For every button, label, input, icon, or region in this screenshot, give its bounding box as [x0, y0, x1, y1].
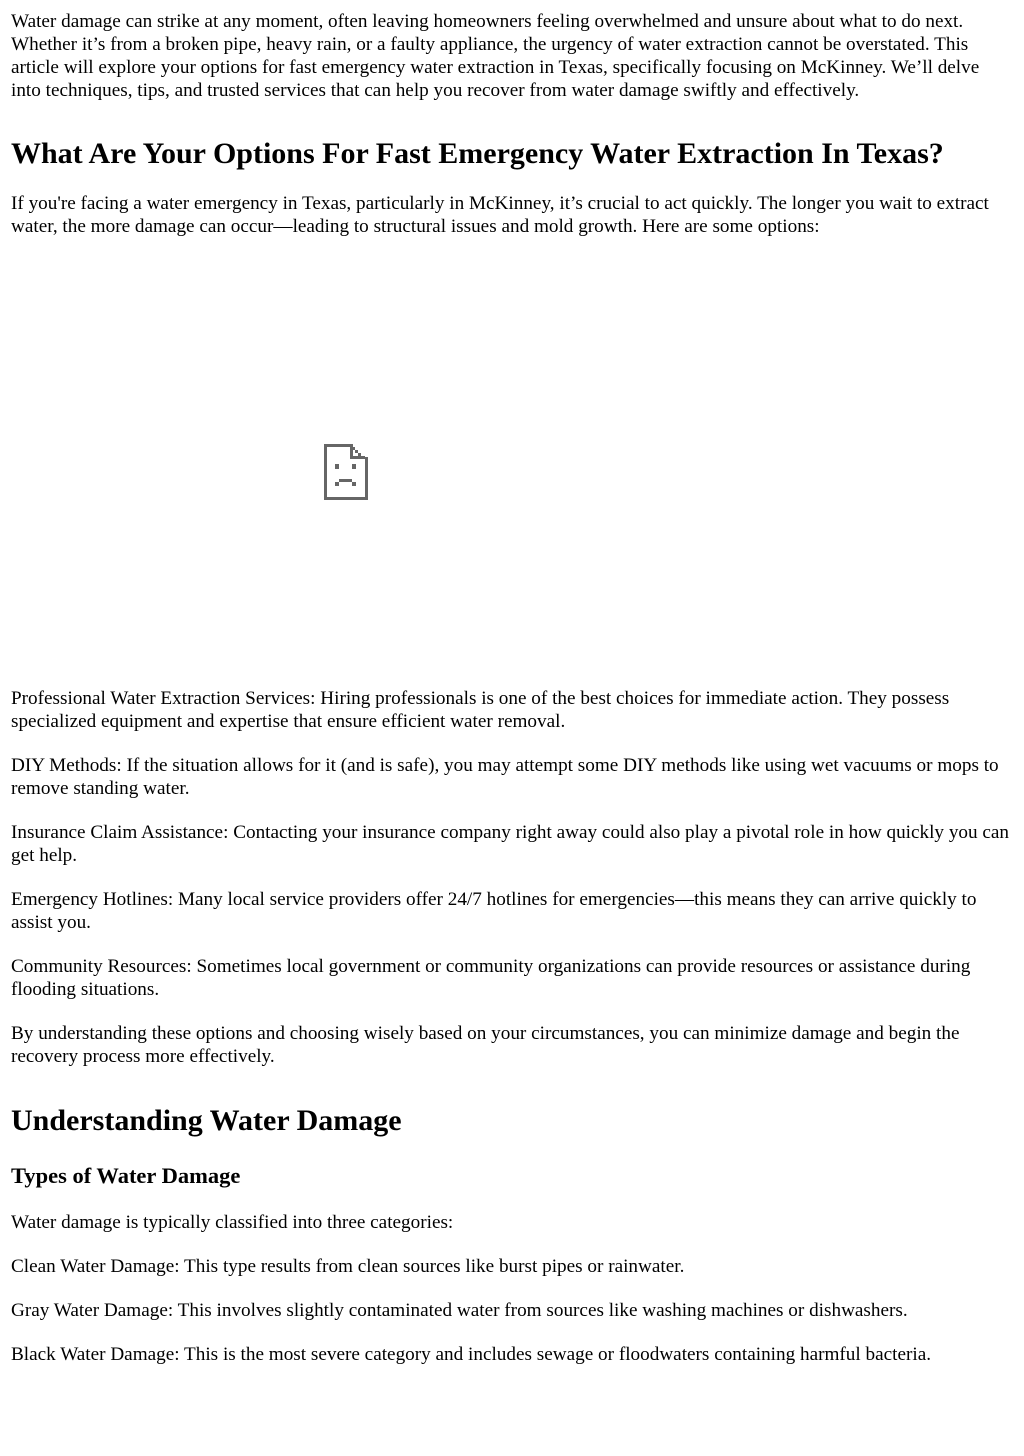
option-insurance-claim: Insurance Claim Assistance: Contacting your insurance company right away could also play a pivotal role in how quickly you can get help. — [11, 822, 1010, 866]
options-summary-paragraph: By understanding these options and choosing wisely based on your circumstances, you can minimize damage and begin the recovery process more effectively. — [11, 1023, 960, 1067]
type-clean-water: Clean Water Damage: This type results from clean sources like burst pipes or rainwater. — [11, 1256, 685, 1277]
understanding-heading: Understanding Water Damage — [11, 1104, 402, 1137]
broken-image-placeholder — [11, 249, 1013, 674]
type-black-water: Black Water Damage: This is the most severe category and includes sewage or floodwaters containing harmful bacteria. — [11, 1344, 932, 1365]
article-body — [0, 10, 1024, 1366]
types-heading: Types of Water Damage — [11, 1163, 241, 1188]
options-heading: What Are Your Options For Fast Emergency Water Extraction In Texas? — [11, 137, 944, 170]
option-community-resources: Community Resources: Sometimes local government or community organizations can provide resources or assistance during flooding situations. — [11, 956, 971, 1000]
types-intro-paragraph: Water damage is typically classified into three categories: — [11, 1212, 454, 1233]
option-emergency-hotlines: Emergency Hotlines: Many local service providers offer 24/7 hotlines for emergencies—this means they can arrive quickly to assist you. — [11, 889, 977, 933]
intro-paragraph: Water damage can strike at any moment, often leaving homeowners feeling overwhelmed and unsure about what to do next. Whether it’s from a broken pipe, heavy rain, or a faulty appliance, the urgency of water extraction cannot be overstated. This article will explore your options for fast emergency water extraction in Texas, specifically focusing on McKinney. We’ll delve into techniques, tips, and trusted services that can help you recover from water damage swiftly and effectively. — [11, 11, 980, 101]
options-intro-paragraph: If you're facing a water emergency in Texas, particularly in McKinney, it’s crucial to act quickly. The longer you wait to extract water, the more damage can occur—leading to structural issues and mold growth. Here are some options: — [11, 193, 989, 237]
option-professional-services: Professional Water Extraction Services: Hiring professionals is one of the best choices for immediate action. They possess specialized equipment and expertise that ensure efficient water removal. — [11, 688, 950, 732]
type-gray-water: Gray Water Damage: This involves slightly contaminated water from sources like washing machines or dishwashers. — [11, 1300, 908, 1321]
broken-image-icon — [324, 444, 368, 500]
option-diy-methods: DIY Methods: If the situation allows for it (and is safe), you may attempt some DIY methods like using wet vacuums or mops to remove standing water. — [11, 755, 999, 799]
